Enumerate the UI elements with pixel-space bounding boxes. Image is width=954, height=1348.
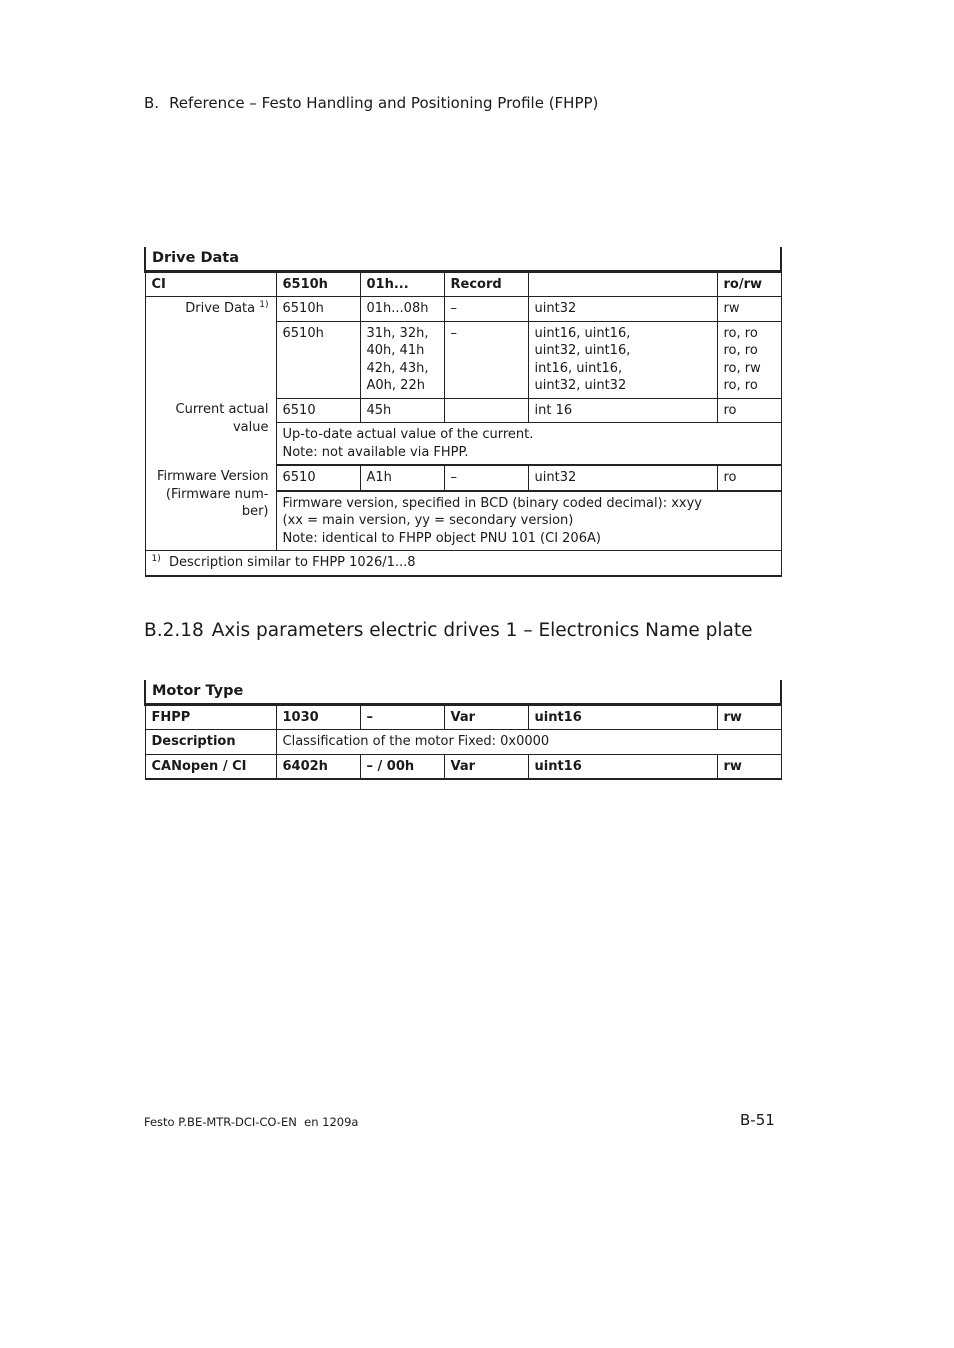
table-cell: –: [360, 704, 444, 730]
table-cell: 45h: [360, 398, 444, 423]
description-cell: Firmware version, specified in BCD (binary coded decimal): xxyy (xx = main version, yy = secondary version) Note: identical to FHPP object PNU 101 (CI 206A): [276, 491, 781, 551]
table-cell: FHPP: [145, 704, 276, 730]
table-cell: uint16: [528, 754, 717, 779]
table-cell: 6510: [276, 398, 360, 423]
section-number: B.2.18: [144, 620, 204, 641]
table-row: [145, 297, 781, 322]
table-cell: – / 00h: [360, 754, 444, 779]
table-cell: 6510h: [276, 297, 360, 322]
running-header: [144, 94, 598, 112]
footnote-text: Description similar to FHPP 1026/1...8: [169, 555, 416, 570]
table-cell: uint32: [528, 465, 717, 491]
table-cell: 6402h: [276, 754, 360, 779]
table-row-description: [145, 730, 781, 755]
table-row-fhpp: [145, 704, 781, 730]
table-title: Motor Type: [145, 680, 781, 704]
header-cell: 01h...: [360, 271, 444, 297]
description-cell: Classification of the motor Fixed: 0x0000: [276, 730, 781, 755]
header-cell: [528, 271, 717, 297]
table-header-row: [145, 271, 781, 297]
page-number: B-51: [740, 1111, 775, 1129]
table-cell: Var: [444, 754, 528, 779]
header-cell: ro/rw: [717, 271, 781, 297]
table-cell: ro: [717, 398, 781, 423]
section-heading: [144, 620, 752, 641]
table-row: [145, 465, 781, 491]
section-title: Axis parameters electric drives 1 – Electronics Name plate: [211, 620, 753, 641]
table-cell: rw: [717, 704, 781, 730]
table-cell: [444, 398, 528, 423]
footnote-row: [145, 551, 781, 576]
footnote-mark: 1): [151, 554, 161, 564]
table-cell: Description: [145, 730, 276, 755]
row-label-firmware: Firmware Version (Firmware num- ber): [145, 465, 276, 551]
table-cell: –: [444, 321, 528, 398]
table-title: Drive Data: [145, 247, 781, 271]
table-cell: Var: [444, 704, 528, 730]
table-cell: CANopen / CI: [145, 754, 276, 779]
row-label-empty: [145, 321, 276, 398]
header-cell: CI: [145, 271, 276, 297]
footnote-mark: 1): [259, 300, 269, 310]
description-cell: Up-to-date actual value of the current. Note: not available via FHPP.: [276, 423, 781, 466]
table-cell: ro, ro ro, ro ro, rw ro, ro: [717, 321, 781, 398]
row-label-drive-data: Drive Data $^{1)}$: [145, 297, 276, 322]
table-cell: uint16, uint16, uint32, uint16, int16, uint16, uint32, uint32: [528, 321, 717, 398]
row-label-current: Current actual value: [145, 398, 276, 465]
footer-doc-id: Festo P.BE-MTR-DCI-CO-EN en 1209a: [144, 1115, 359, 1129]
table-cell: –: [444, 297, 528, 322]
drive-data-table: [144, 247, 782, 577]
header-text: Reference – Festo Handling and Positioning Profile (FHPP): [169, 94, 599, 112]
header-cell: 6510h: [276, 271, 360, 297]
table-row: [145, 398, 781, 423]
table-cell: rw: [717, 754, 781, 779]
motor-type-table: [144, 680, 782, 780]
table-row-canopen: [145, 754, 781, 779]
table-cell: 6510h: [276, 321, 360, 398]
header-cell: Record: [444, 271, 528, 297]
table-cell: int 16: [528, 398, 717, 423]
table-cell: rw: [717, 297, 781, 322]
table-cell: 1030: [276, 704, 360, 730]
table-cell: 01h...08h: [360, 297, 444, 322]
table-cell: ro: [717, 465, 781, 491]
table-row: [145, 321, 781, 398]
footnote-cell: [145, 551, 781, 576]
table-cell: –: [444, 465, 528, 491]
table-cell: uint32: [528, 297, 717, 322]
table-cell: 6510: [276, 465, 360, 491]
table-cell: 31h, 32h, 40h, 41h 42h, 43h, A0h, 22h: [360, 321, 444, 398]
table-cell: A1h: [360, 465, 444, 491]
table-cell: uint16: [528, 704, 717, 730]
section-letter: B.: [144, 94, 160, 112]
